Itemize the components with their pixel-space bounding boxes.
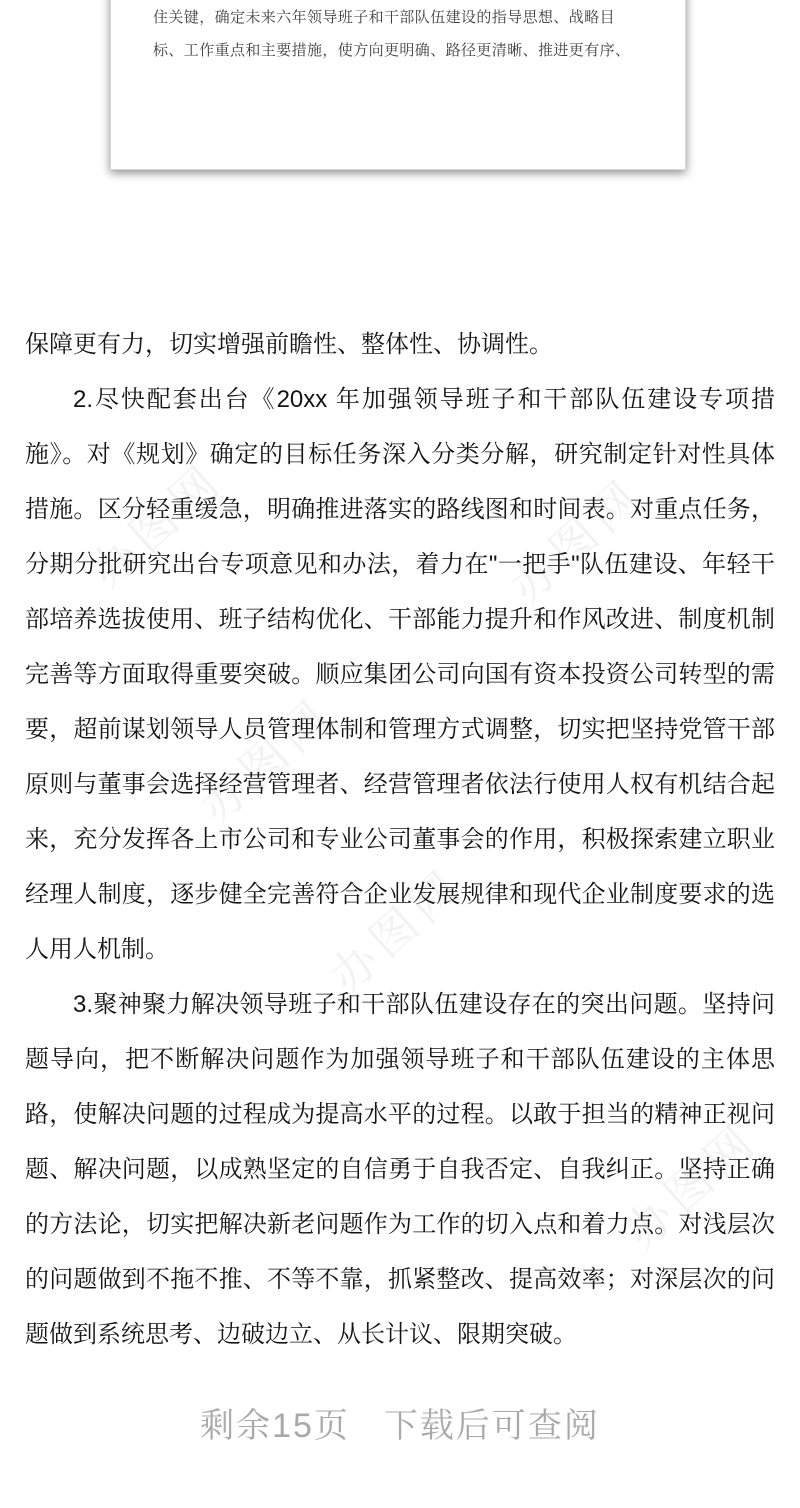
previous-page-text [153,1,647,67]
site-watermark: 办图网 [190,687,343,833]
body-paragraph: 保障更有力，切实增强前瞻性、整体性、协调性。 [25,331,553,358]
remaining-pages-label: 剩余15页 [200,1407,350,1445]
document-body [25,317,775,1362]
site-watermark: 办图网 [615,1112,768,1258]
download-hint-label: 下载后可查阅 [383,1407,600,1445]
previous-page-line: 标、工作重点和主要措施，使方向更明确、路径更清晰、推进更有序、 [153,42,631,59]
previous-page-card [110,0,686,170]
site-watermark: 办图网 [320,857,473,1003]
previous-page-line: 住关键，确定未来六年领导班子和干部队伍建设的指导思想、战略目 [153,9,616,26]
body-paragraph: 3.聚神聚力解决领导班子和干部队伍建设存在的突出问题。坚持问题导向，把不断解决问题作为加强领导班子和干部队伍建设的主体思路，使解决问题的过程成为提高水平的过程。以敢于担当的精神正视问题、解决问题，以成熟坚定的自信勇于自我否定、自我纠正。坚持正确的方法论，切实把解决新老问题作为工作的切入点和着力点。对浅层次的问题做到不拖不推、不等不靠，抓紧整改、提高效率；对深层次的问题做到系统思考、边破边立、从长计议、限期突破。 [25,991,775,1348]
body-paragraph: 2.尽快配套出台《20xx 年加强领导班子和干部队伍建设专项措施》。对《规划》确定的目标任务深入分类分解，研究制定针对性具体措施。区分轻重缓急，明确推进落实的路线图和时间表。对重点任务，分期分批研究出台专项意见和办法，着力在"一把手"队伍建设、年轻干部培养选拔使用、班子结构优化、干部能力提升和作风改进、制度机制完善等方面取得重要突破。顺应集团公司向国有资本投资公司转型的需要，超前谋划领导人员管理体制和管理方式调整，切实把坚持党管干部原则与董事会选择经营管理者、经营管理者依法行使用人权有机结合起来，充分发挥各上市公司和专业公司董事会的作用，积极探索建立职业经理人制度，逐步健全完善符合企业发展规律和现代企业制度要求的选人用人机制。 [25,386,775,963]
remaining-pages-notice [0,1398,800,1447]
site-watermark: 办图网 [80,452,233,598]
site-watermark: 办图网 [500,467,653,613]
